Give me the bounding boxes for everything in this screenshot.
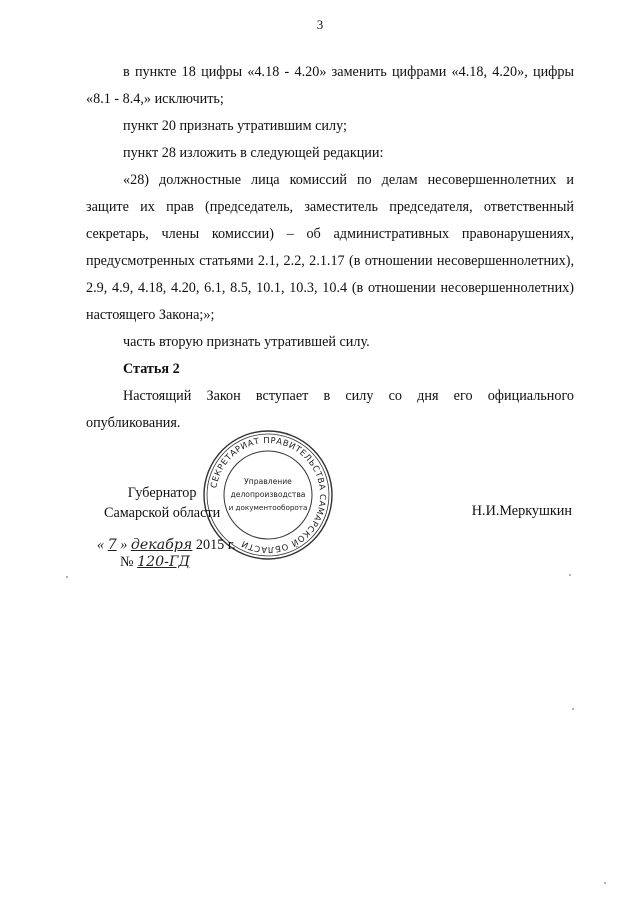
paragraph-point-28-text: «28) должностные лица комиссий по делам несовершеннолетних и защите их прав (председатель, заместитель председателя, ответственный секретарь, члены комиссии) – об административных правонарушениях, предусмотренных статьями 2.1, 2.2, 2.1.17 (в отношении несовершеннолетних), 2.9, 4.9, 4.18, 4.20, 6.1, 8.5, 10.1, 10.3, 10.4 (в отношении несовершеннолетних) настоящего Закона;»; [86,172,574,323]
date-year: 2015 г. [195,537,236,553]
number-prefix: № [120,554,134,570]
stamp-ring-text: СЕКРЕТАРИАТ ПРАВИТЕЛЬСТВА САМАРСКОЙ ОБЛАСТИ [208,434,329,556]
article-heading: Статья 2 [123,361,180,377]
date-month: декабря [130,537,193,553]
scan-speck [66,576,68,578]
signature-title-line-2: Самарской области [104,505,221,521]
scan-speck [572,708,574,710]
stamp-inner-line-2: делопроизводства [230,490,306,499]
article-text: Настоящий Закон вступает в силу со дня его официального опубликования. [86,388,574,431]
signatory-name: Н.И.Меркушкин [471,503,572,519]
scan-speck [604,882,606,884]
stamp-inner-line-1: Управление [244,477,292,486]
page-number: 3 [316,17,324,32]
signature-title [104,483,220,523]
stamp-inner-line-3: и документооборота [228,503,308,512]
paragraph-part-two: часть вторую признать утратившей силу. [123,334,370,350]
number-value: 120-ГД [137,554,190,570]
paragraph-point-20: пункт 20 признать утратившим силу; [123,118,347,134]
document-number [120,554,190,571]
date-open-quote: « [97,537,105,553]
document-date [97,537,236,554]
date-day: 7 [107,537,117,553]
paragraph-point-28: пункт 28 изложить в следующей редакции: [123,145,384,161]
date-close-quote: » [120,537,128,553]
scan-speck [569,574,571,576]
signature-title-line-1: Губернатор [127,485,197,501]
paragraph-point-18: в пункте 18 цифры «4.18 - 4.20» заменить цифрами «4.18, 4.20», цифры «8.1 - 8.4,» исключить; [86,64,574,107]
